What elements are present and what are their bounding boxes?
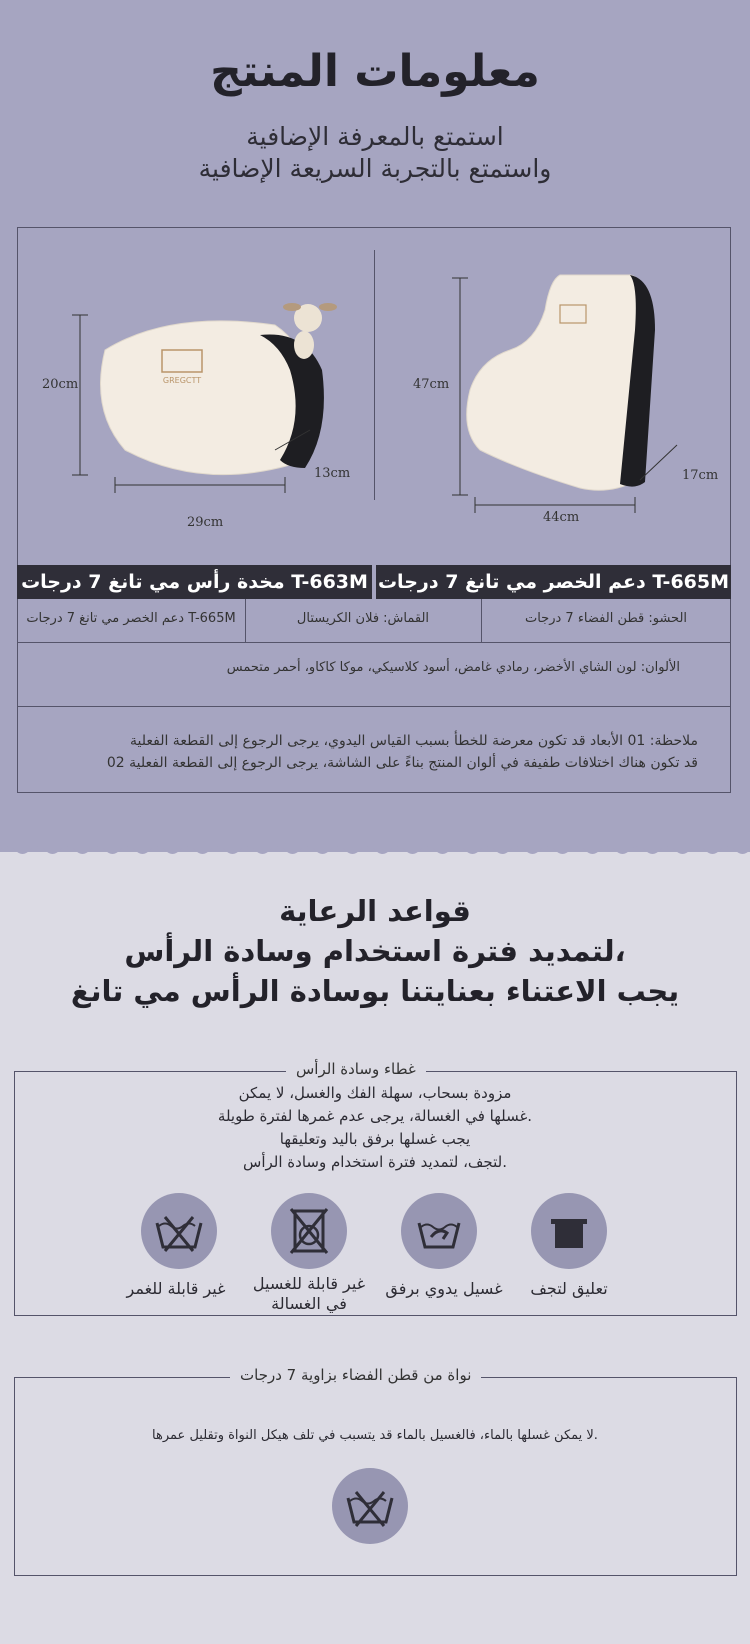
lumbar-width-dim: 44cm [543,510,580,525]
no-water-wash-icon [332,1468,408,1544]
spec-fabric: القماش: فلان الكريستال [296,611,430,626]
page-title: معلومات المنتج [210,46,540,97]
label-line: في الغسالة [271,1294,347,1313]
hang-dry-icon [531,1193,607,1269]
lumbar-height-dim: 47cm [413,377,450,392]
no-machine-wash-label [239,1274,379,1314]
spec-filling: الحشو: قطن الفضاء 7 درجات [524,611,688,626]
lumbar-depth-dim: 17cm [682,468,719,483]
core-text: .لا يمكن غسلها بالماء، فالغسيل بالماء قد يتسبب في تلف هيكل النواة وتقليل عمرها [152,1428,598,1443]
lumbar-model-bar: T-665M دعم الخصر مي تانغ 7 درجات [376,565,731,599]
care-subtitle-2: يجب الاعتناء بعنايتنا بوسادة الرأس مي تانغ [70,974,680,1008]
wave-divider [0,840,750,864]
cover-text-line: مزودة بسحاب، سهلة الفك والغسل، لا يمكن [238,1084,512,1102]
note-line-2: قد تكون هناك اختلافات طفيفة في ألوان المنتج بناءً على الشاشة، يرجى الرجوع إلى القطعة الفعلية 02 [106,755,698,771]
cover-text-line: يجب غسلها برفق باليد وتعليقها [279,1130,471,1148]
label-line: غير قابلة للغسيل [252,1274,366,1293]
subtitle-line-1: استمتع بالمعرفة الإضافية [246,122,504,151]
hand-wash-label: غسيل يدوي برفق [385,1279,503,1298]
head-height-dim: 20cm [42,377,79,392]
cover-text [0,1082,750,1174]
no-soak-label: غير قابلة للغمر [126,1279,226,1298]
care-title: قواعد الرعاية [279,894,471,928]
hang-dry-label: تعليق لتجف [530,1279,608,1298]
no-soak-icon [141,1193,217,1269]
product-divider [374,250,375,500]
hand-wash-icon [401,1193,477,1269]
no-machine-wash-icon [271,1193,347,1269]
table-line [17,642,731,643]
head-width-dim: 29cm [187,515,224,530]
cover-text-line: .غسلها في الغسالة، يرجى عدم غمرها لفترة طويلة [217,1107,533,1125]
spec-colors: الألوان: لون الشاي الأخضر، رمادي غامض، أسود كلاسيكي، موكا كاكاو، أحمر متحمس [226,660,680,675]
cover-legend: غطاء وسادة الرأس [286,1060,426,1078]
table-line [17,706,731,707]
spec-model: T-665M دعم الخصر مي تانغ 7 درجات [26,611,236,626]
head-pillow-image [60,290,360,530]
head-pillow-model-bar: T-663M مخدة رأس مي تانغ 7 درجات [17,565,372,599]
note-line-1: ملاحظة: 01 الأبعاد قد تكون معرضة للخطأ بسبب القياس اليدوي، يرجى الرجوع إلى القطعة الفعلية [130,733,698,749]
core-legend: نواة من قطن الفضاء بزاوية 7 درجات [230,1366,481,1384]
head-depth-dim: 13cm [314,466,351,481]
cover-text-line: .لتجف، لتمديد فترة استخدام وسادة الرأس [243,1153,507,1171]
svg-text:GREGCTT: GREGCTT [162,376,202,385]
care-subtitle-1: ،لتمديد فترة استخدام وسادة الرأس [124,934,626,968]
subtitle-line-2: واستمتع بالتجربة السريعة الإضافية [198,154,552,183]
